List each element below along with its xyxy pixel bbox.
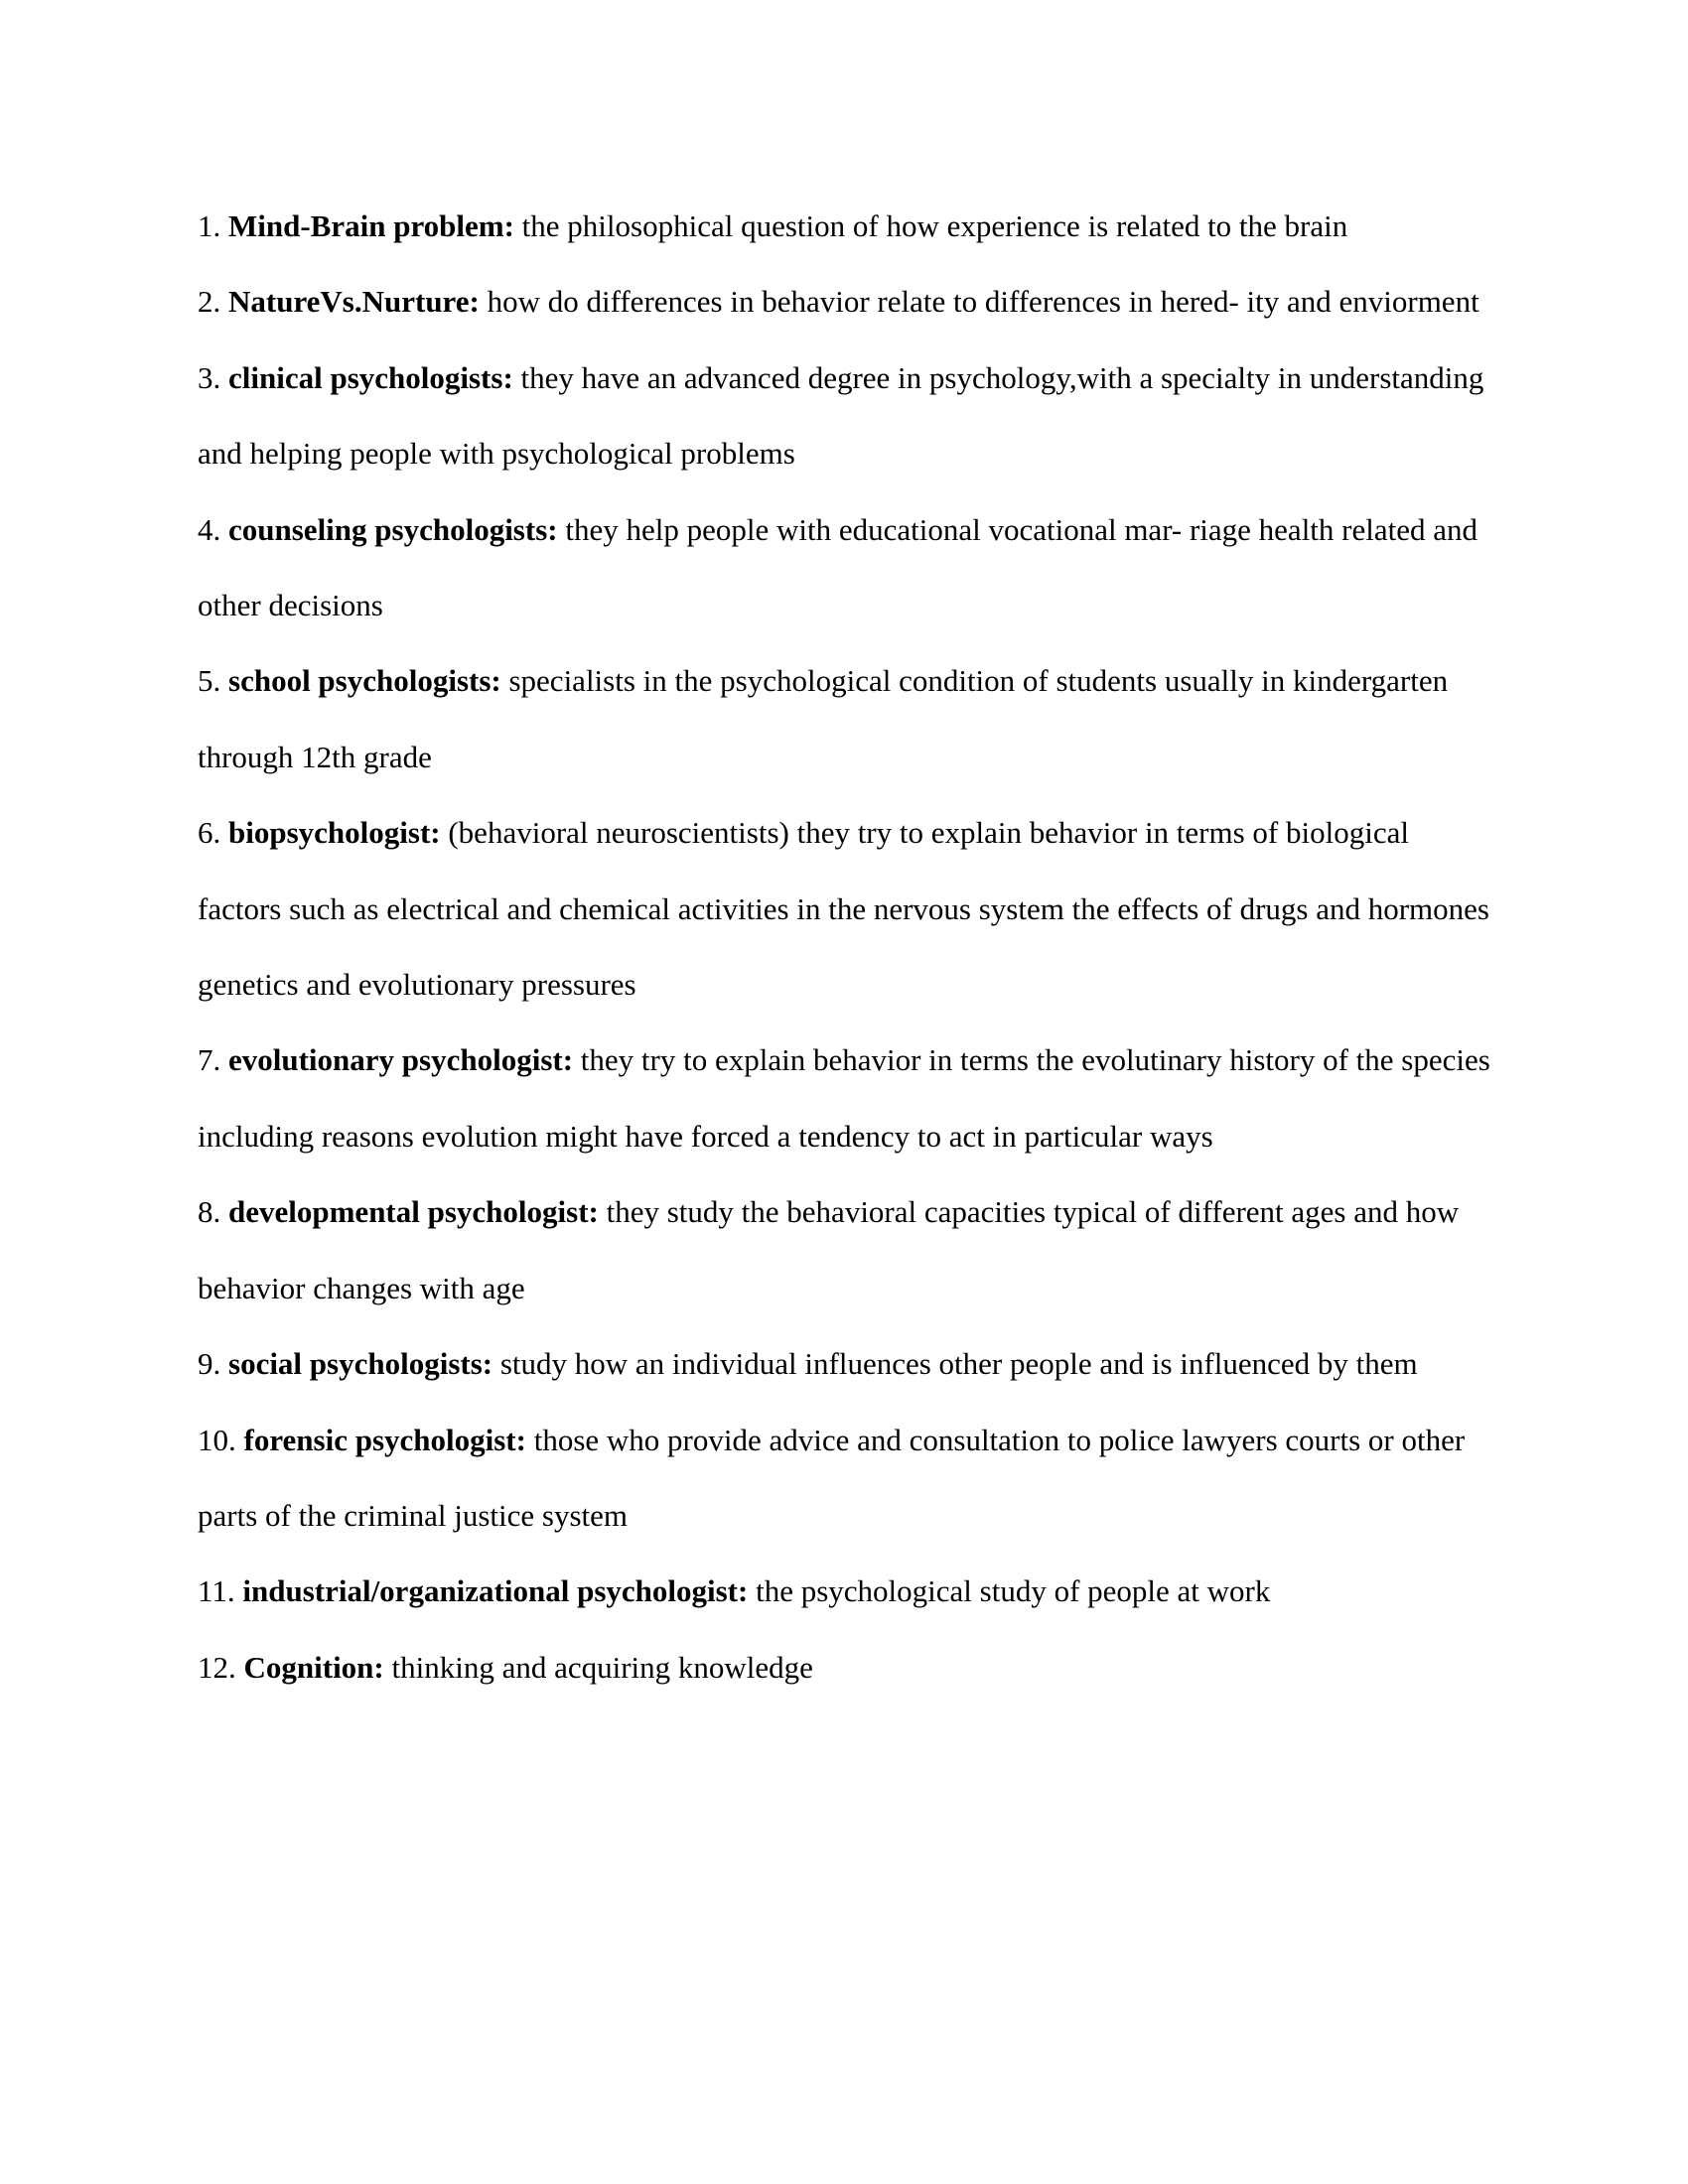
entry-definition: study how an individual influences other people and is influenced by them xyxy=(499,1346,1418,1382)
entry-definition: how do differences in behavior relate to differences in hered- ity and enviorment xyxy=(487,284,1479,320)
entry-term: Mind-Brain problem: xyxy=(228,208,514,243)
entry-12 xyxy=(198,1630,1498,1706)
entry-3 xyxy=(198,341,1498,492)
entry-definition: specialists in the psychological condition of students usually in kindergarten through 12th grade xyxy=(198,663,1449,774)
entry-term: social psychologists: xyxy=(228,1346,493,1382)
entry-number: 9. xyxy=(198,1346,221,1382)
entry-number: 10. xyxy=(198,1422,236,1457)
entry-number: 1. xyxy=(198,208,221,243)
entry-term: counseling psychologists: xyxy=(228,511,558,547)
entry-term: forensic psychologist: xyxy=(243,1422,526,1457)
entry-1 xyxy=(198,189,1498,264)
entry-number: 8. xyxy=(198,1194,221,1230)
entry-definition: they have an advanced degree in psychology,with a specialty in understanding and helping people with psychological problems xyxy=(198,359,1484,472)
entry-number: 7. xyxy=(198,1042,221,1078)
entry-7 xyxy=(198,1023,1498,1174)
entry-definition: the philosophical question of how experience is related to the brain xyxy=(521,208,1348,243)
entry-number: 2. xyxy=(198,284,221,320)
entry-definition: thinking and acquiring knowledge xyxy=(391,1649,813,1685)
entry-term: school psychologists: xyxy=(228,663,501,699)
entry-number: 3. xyxy=(198,359,221,395)
entry-term: NatureVs.Nurture: xyxy=(228,284,480,320)
entry-definition: the psychological study of people at work xyxy=(756,1573,1271,1609)
entry-5 xyxy=(198,643,1498,795)
entry-8 xyxy=(198,1174,1498,1326)
entry-2 xyxy=(198,264,1498,340)
entry-6 xyxy=(198,795,1498,1023)
entry-definition: (behavioral neuroscientists) they try to explain behavior in terms of biological factors such as electrical and chemical activities in the nervous system the effects of drugs and hormones genetics and evolutionary pressures xyxy=(198,815,1489,1003)
entry-term: biopsychologist: xyxy=(228,815,441,851)
entry-term: developmental psychologist: xyxy=(228,1194,599,1230)
entry-definition: they study the behavioral capacities typical of different ages and how behavior changes with age xyxy=(198,1194,1460,1305)
entry-11 xyxy=(198,1554,1498,1629)
document-page xyxy=(198,189,1498,1706)
entry-number: 6. xyxy=(198,815,221,851)
entry-definition: they try to explain behavior in terms the evolutinary history of the species including reasons evolution might have forced a tendency to act in particular ways xyxy=(198,1042,1490,1154)
entry-10 xyxy=(198,1403,1498,1555)
entry-definition: those who provide advice and consultation to police lawyers courts or other parts of the criminal justice system xyxy=(198,1422,1466,1533)
entry-term: Cognition: xyxy=(243,1649,384,1685)
entry-definition: they help people with educational vocational mar- riage health related and other decisions xyxy=(198,511,1478,623)
entry-number: 12. xyxy=(198,1649,236,1685)
entry-term: evolutionary psychologist: xyxy=(228,1042,574,1078)
entry-4 xyxy=(198,492,1498,644)
entry-number: 4. xyxy=(198,511,221,547)
entry-number: 5. xyxy=(198,663,221,699)
entry-term: clinical psychologists: xyxy=(228,359,513,395)
entry-9 xyxy=(198,1326,1498,1402)
entry-term: industrial/organizational psychologist: xyxy=(242,1573,749,1609)
entry-number: 11. xyxy=(198,1573,235,1609)
